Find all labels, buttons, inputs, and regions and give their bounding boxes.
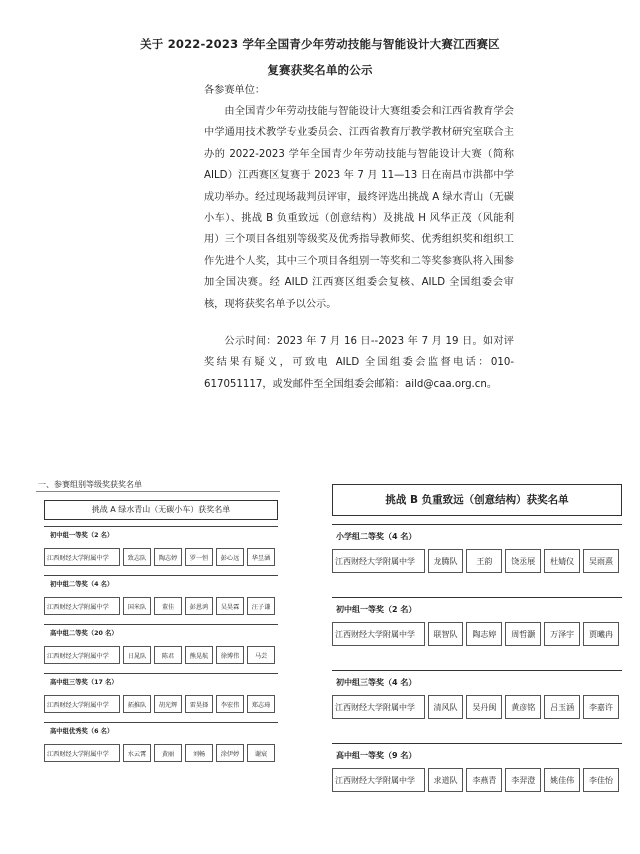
name-cell: 吕玉涵 xyxy=(544,695,580,719)
table-b-title: 挑战 B 负重致远（创意结构）获奖名单 xyxy=(332,484,622,516)
team-cell: 国米队 xyxy=(123,597,151,615)
group-label: 高中组一等奖（9 名） xyxy=(332,743,622,768)
notice-title-line-2: 复赛获奖名单的公示 xyxy=(267,63,373,77)
school-cell: 江西财经大学附属中学 xyxy=(332,695,425,719)
section-a-title: 一、参赛组别等级奖获奖名单 xyxy=(38,480,142,489)
name-cell: 陶志婷 xyxy=(154,548,182,566)
team-cell: 日晁队 xyxy=(123,646,151,664)
name-cell: 李宏伟 xyxy=(216,695,244,713)
name-cell: 涂伊婷 xyxy=(216,744,244,762)
greeting: 各参赛单位： xyxy=(204,85,266,96)
name-cell: 谢宸 xyxy=(247,744,275,762)
name-cell: 李燕青 xyxy=(466,768,502,792)
team-cell: 联智队 xyxy=(428,622,464,646)
team-cell: 龙腾队 xyxy=(428,549,464,573)
table-row xyxy=(44,548,278,566)
table-challenge-b xyxy=(332,484,622,816)
team-cell: 拓推队 xyxy=(123,695,151,713)
publicity-block xyxy=(204,331,514,395)
table-row xyxy=(44,695,278,713)
name-cell: 陶志婷 xyxy=(466,622,502,646)
table-row xyxy=(44,744,278,762)
group-label: 高中组优秀奖（6 名） xyxy=(44,722,278,741)
greeting-block xyxy=(204,80,514,101)
school-cell: 江西财经大学附属中学 xyxy=(332,768,425,792)
name-cell: 董佳 xyxy=(154,597,182,615)
school-cell: 江西财经大学附属中学 xyxy=(44,744,120,762)
name-cell: 贾曦冉 xyxy=(583,622,619,646)
name-cell: 吴昊霖 xyxy=(216,597,244,615)
notice-body: 由全国青少年劳动技能与智能设计大赛组委会和江西省教育学会中学通用技术教学专业委员会、江西省教育厅教学教材研究室联合主办的 2022-2023 学年全国青少年劳动技能与智能设计大赛（简称 AILD）江西赛区复赛于 2023 年 7 月 11—13 日在南昌市洪都中学成功举办。经过现场裁判员评审，最终评选出挑战 A 绿水青山（无碳小车）、挑战 B 负重致远（创意结构）及挑战 H 风华正茂（风能利用）三个项目各组别等级奖及优秀指导教师奖、优秀组织奖和组织工作先进个人奖，其中三个项目各组别一等奖和二等奖参赛队将入围参加全国决赛。经 AILD 江西赛区组委会复核、AILD 全国组委会审核，现将获奖名单予以公示。 xyxy=(204,106,514,310)
group-label: 小学组二等奖（4 名） xyxy=(332,524,622,549)
name-cell: 王韵 xyxy=(466,549,502,573)
name-cell: 汪子谦 xyxy=(247,597,275,615)
table-row xyxy=(332,549,622,573)
name-cell: 雷昊择 xyxy=(185,695,213,713)
publicity-text: 公示时间：2023 年 7 月 16 日--2023 年 7 月 19 日。如对评奖结果有疑义，可致电 AILD 全国组委会监督电话：010-617051117，或发邮件至全国组委会邮箱：aild@caa.org.cn。 xyxy=(204,336,514,390)
name-cell: 陈君 xyxy=(154,646,182,664)
name-cell: 杜婧仪 xyxy=(544,549,580,573)
table-row xyxy=(332,695,622,719)
table-challenge-a xyxy=(44,500,278,771)
school-cell: 江西财经大学附属中学 xyxy=(44,646,120,664)
name-cell: 马芸 xyxy=(247,646,275,664)
name-cell: 李佳怡 xyxy=(583,768,619,792)
notice-body-block xyxy=(204,101,514,315)
name-cell: 黄彦铭 xyxy=(505,695,541,719)
school-cell: 江西财经大学附属中学 xyxy=(44,695,120,713)
table-row xyxy=(44,646,278,664)
name-cell: 彭恩鸿 xyxy=(185,597,213,615)
name-cell: 黄丽 xyxy=(154,744,182,762)
school-cell: 江西财经大学附属中学 xyxy=(332,549,425,573)
name-cell: 胡光辉 xyxy=(154,695,182,713)
name-cell: 饶丞展 xyxy=(505,549,541,573)
school-cell: 江西财经大学附属中学 xyxy=(44,548,120,566)
group-label: 初中组三等奖（4 名） xyxy=(332,670,622,695)
name-cell: 熊晃航 xyxy=(185,646,213,664)
team-cell: 清风队 xyxy=(428,695,464,719)
table-row xyxy=(332,768,622,792)
name-cell: 刘畅 xyxy=(185,744,213,762)
group-label: 初中组一等奖（2 名） xyxy=(332,597,622,622)
school-cell: 江西财经大学附属中学 xyxy=(332,622,425,646)
name-cell: 吴雨熹 xyxy=(583,549,619,573)
school-cell: 江西财经大学附属中学 xyxy=(44,597,120,615)
name-cell: 吴丹闽 xyxy=(466,695,502,719)
name-cell: 徐博伟 xyxy=(216,646,244,664)
table-row xyxy=(332,622,622,646)
group-label: 高中组三等奖（17 名） xyxy=(44,673,278,692)
group-label: 初中组二等奖（4 名） xyxy=(44,575,278,594)
name-cell: 李嘉许 xyxy=(583,695,619,719)
name-cell: 周哲灏 xyxy=(505,622,541,646)
group-label: 高中组二等奖（20 名） xyxy=(44,624,278,643)
name-cell: 华昱涵 xyxy=(247,548,275,566)
name-cell: 姚佳伟 xyxy=(544,768,580,792)
name-cell: 彭心远 xyxy=(216,548,244,566)
section-divider xyxy=(36,491,280,492)
team-cell: 水云霄 xyxy=(123,744,151,762)
team-cell: 求道队 xyxy=(428,768,464,792)
name-cell: 罗一恒 xyxy=(185,548,213,566)
table-a-title: 挑战 A 绿水青山（无碳小车）获奖名单 xyxy=(44,500,278,520)
group-label: 初中组一等奖（2 名） xyxy=(44,526,278,545)
table-row xyxy=(44,597,278,615)
team-cell: 致志队 xyxy=(123,548,151,566)
name-cell: 李羿澄 xyxy=(505,768,541,792)
name-cell: 郑志琦 xyxy=(247,695,275,713)
name-cell: 万泽宇 xyxy=(544,622,580,646)
notice-title-line-1: 关于 2022-2023 学年全国青少年劳动技能与智能设计大赛江西赛区 xyxy=(140,37,500,51)
